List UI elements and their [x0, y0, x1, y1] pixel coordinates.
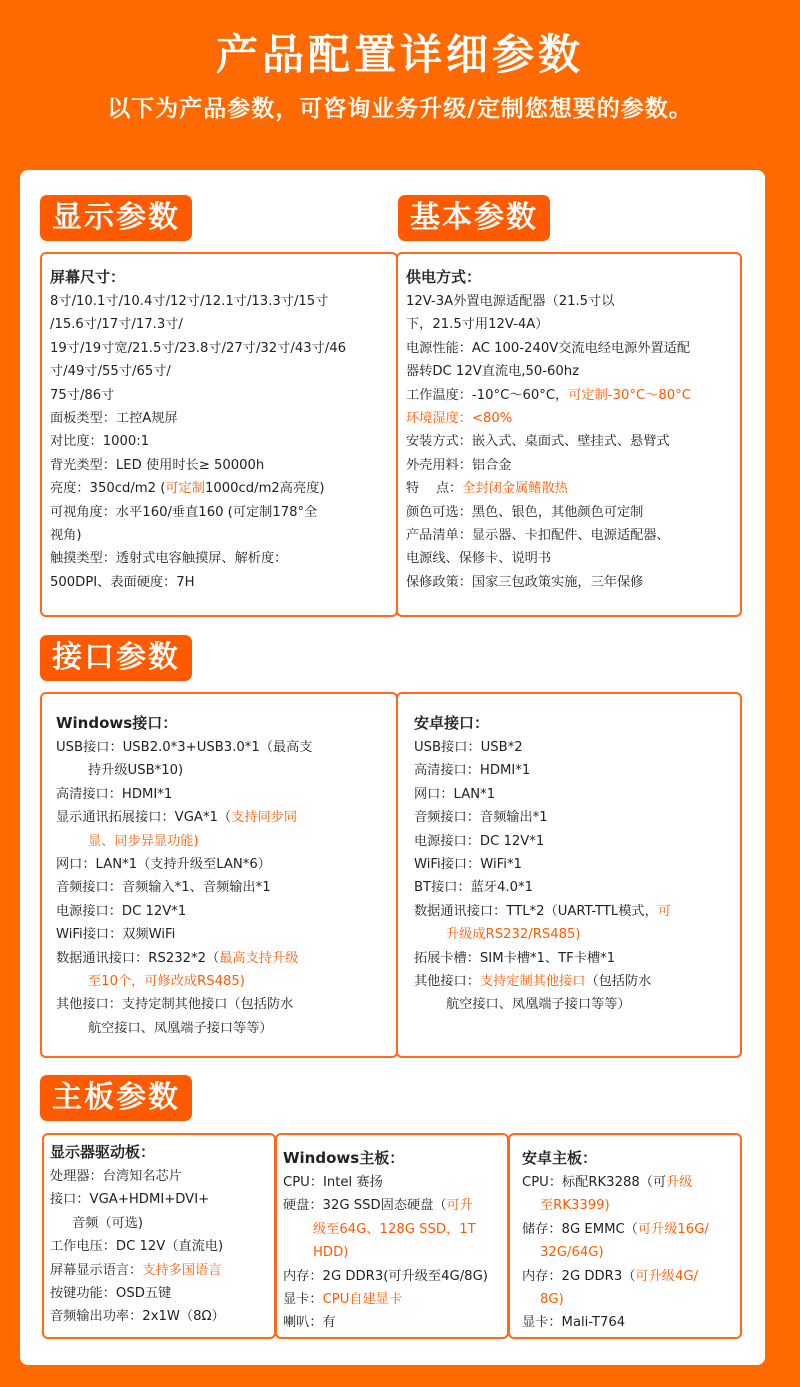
win-vga [56, 806, 388, 829]
language-label: 屏幕显示语言： [50, 1262, 143, 1278]
viewing-angle-1: 可视角度：水平160/垂直160 (可定制178°全 [50, 504, 318, 520]
win-wifi: WiFi接口：双频WiFi [56, 927, 176, 943]
and-other [414, 970, 732, 993]
package-list-2: 电源线、保修卡、说明书 [406, 551, 552, 567]
power-supply-1: 12V-3A外置电源适配器（21.5寸以 [406, 294, 615, 309]
andb-cpu-highlight: 升级 [666, 1175, 693, 1190]
brightness [50, 477, 388, 500]
power-supply-heading: 供电方式： [406, 268, 482, 286]
win-audio: 音频接口：音频输入*1、音频输出*1 [56, 880, 271, 896]
shell-material: 外壳用料：铝合金 [406, 457, 512, 473]
power-performance-1: 电源性能：AC 100-240V交流电经电源外置适配 [406, 340, 691, 356]
basic-section-tag: 基本参数 [398, 195, 550, 241]
size-line-4: 寸/49寸/55寸/65寸/ [50, 364, 171, 380]
data-port-highlight: 可 [657, 903, 671, 919]
android-ports-heading: 安卓接口： [414, 714, 490, 732]
andb-ram [522, 1265, 734, 1288]
data-port-text: 数据通讯接口：TTL*2（UART-TTL模式， [414, 903, 658, 919]
win-power: 电源接口：DC 12V*1 [56, 903, 187, 919]
vga-highlight: 支持同步同 [231, 810, 298, 826]
board-section-tag: 主板参数 [40, 1075, 192, 1121]
andb-cpu [522, 1171, 734, 1194]
and-bt: BT接口：蓝牙4.0*1 [414, 880, 533, 896]
andb-ram-text: 内存：2G DDR3（ [522, 1268, 636, 1284]
temperature-text: 工作温度：-10°C～60°C， [406, 387, 569, 403]
gpu-highlight: CPU自建显卡 [322, 1292, 403, 1308]
and-lan: 网口：LAN*1 [414, 786, 496, 802]
backlight-type: 背光类型：LED 使用时长≥ 50000h [50, 457, 265, 473]
vga-text: 显示通讯拓展接口：VGA*1（ [56, 810, 232, 826]
winb-speaker: 喇叭：有 [283, 1315, 336, 1331]
driver-language [50, 1259, 268, 1282]
touch-type-1: 触摸类型：透射式电容触摸屏、解析度： [50, 551, 288, 567]
spec-card [20, 170, 765, 1365]
driver-board-heading: 显示器驱动板： [50, 1143, 156, 1161]
humidity: 环境湿度：<80% [406, 411, 513, 427]
windows-ports-box [40, 692, 398, 1058]
android-board-box [508, 1133, 742, 1339]
andb-gpu: 显卡：Mali-T764 [522, 1315, 626, 1331]
power-performance-2: 器转DC 12V直流电,50-60hz [406, 364, 580, 380]
other-port-text: （包括防水 [585, 974, 652, 990]
size-line-1: 8寸/10.1寸/10.4寸/12寸/12.1寸/13.3寸/15寸 [50, 294, 329, 309]
and-other-2: 航空接口、凤凰端子接口等等） [446, 997, 631, 1013]
viewing-angle-2: 视角) [50, 528, 82, 544]
win-rs232-2: 至10个，可修改成RS485) [88, 974, 245, 990]
and-power: 电源接口：DC 12V*1 [414, 833, 545, 849]
win-usb-1: USB接口：USB2.0*3+USB3.0*1（最高支 [56, 740, 313, 755]
andb-storage [522, 1218, 734, 1241]
and-wifi: WiFi接口：WiFi*1 [414, 857, 522, 873]
feature-highlight: 全封闭金属鳍散热 [462, 481, 568, 497]
color-options: 颜色可选：黑色、银色，其他颜色可定制 [406, 504, 644, 520]
temperature-highlight: 可定制-30°C～80°C [568, 387, 691, 403]
and-data-2: 升级成RS232/RS485) [446, 927, 581, 943]
size-line-2: /15.6寸/17寸/17.3寸/ [50, 317, 183, 333]
win-other-1: 其他接口：支持定制其他接口（包括防水 [56, 997, 294, 1013]
display-spec-box [40, 252, 398, 617]
contrast-ratio: 对比度：1000:1 [50, 434, 150, 450]
brightness-highlight: 可定制 [165, 481, 205, 497]
screen-size-heading: 屏幕尺寸： [50, 268, 126, 286]
driver-cpu: 处理器：台湾知名芯片 [50, 1169, 182, 1184]
android-ports-box [396, 692, 742, 1058]
ports-section-tag: 接口参数 [40, 635, 192, 681]
brightness-text: 亮度：350cd/m2 ( [50, 481, 166, 497]
display-section-tag: 显示参数 [40, 195, 192, 241]
driver-audio: 音频输出功率：2x1W（8Ω） [50, 1309, 225, 1325]
android-board-heading: 安卓主板： [522, 1149, 598, 1167]
panel-type: 面板类型：工控A规屏 [50, 411, 178, 427]
win-hdmi: 高清接口：HDMI*1 [56, 786, 173, 802]
disk-highlight: 可升 [446, 1198, 473, 1214]
and-slot: 拓展卡槽：SIM卡槽*1、TF卡槽*1 [414, 950, 616, 966]
winb-gpu [283, 1288, 501, 1311]
feature-label: 特 点： [406, 481, 463, 497]
win-lan: 网口：LAN*1（支持升级至LAN*6） [56, 857, 271, 873]
and-data [414, 900, 732, 923]
winb-disk-3: HDD) [313, 1245, 349, 1261]
other-port-label: 其他接口： [414, 974, 480, 990]
gpu-label: 显卡： [283, 1292, 323, 1308]
andb-cpu-2: 至RK3399) [540, 1198, 610, 1214]
win-rs232 [56, 947, 388, 970]
win-usb-2: 持升级USB*10) [88, 763, 184, 779]
and-usb: USB接口：USB*2 [414, 740, 523, 755]
windows-board-box [275, 1133, 509, 1339]
driver-port-2: 音频（可选) [72, 1215, 144, 1231]
winb-disk [283, 1194, 501, 1217]
page-title: 产品配置详细参数 [215, 30, 584, 79]
size-line-5: 75寸/86寸 [50, 387, 115, 403]
winb-cpu: CPU：Intel 赛扬 [283, 1175, 383, 1190]
storage-highlight: 可升级16G/ [637, 1221, 709, 1237]
feature [406, 477, 732, 500]
andb-ram-highlight: 可升级4G/ [635, 1268, 699, 1284]
and-hdmi: 高清接口：HDMI*1 [414, 763, 531, 779]
driver-board-box [42, 1133, 276, 1339]
page-subtitle: 以下为产品参数，可咨询业务升级/定制您想要的参数。 [107, 96, 693, 122]
driver-voltage: 工作电压：DC 12V（直流电) [50, 1239, 224, 1255]
brightness-text-2: 1000cd/m2高亮度) [204, 481, 325, 497]
disk-text: 硬盘：32G SSD固态硬盘（ [283, 1198, 447, 1214]
language-highlight: 支持多国语言 [142, 1262, 222, 1278]
basic-spec-box [396, 252, 742, 617]
install-method: 安装方式：嵌入式、桌面式、壁挂式、悬臂式 [406, 434, 670, 450]
driver-port-1: 接口：VGA+HDMI+DVI+ [50, 1192, 210, 1208]
rs232-text: 数据通讯接口：RS232*2（ [56, 950, 220, 966]
driver-keys: 按键功能：OSD五键 [50, 1286, 172, 1302]
other-port-highlight: 支持定制其他接口 [479, 974, 586, 990]
andb-storage-2: 32G/64G) [540, 1245, 604, 1261]
rs232-highlight: 最高支持升级 [219, 950, 299, 966]
win-vga-2: 显、同步异显功能) [88, 833, 199, 849]
size-line-3: 19寸/19寸宽/21.5寸/23.8寸/27寸/32寸/43寸/46 [50, 340, 347, 356]
windows-ports-heading: Windows接口： [56, 714, 178, 732]
windows-board-heading: Windows主板： [283, 1149, 405, 1167]
package-list-1: 产品清单：显示器、卡扣配件、电源适配器、 [406, 528, 670, 544]
warranty-policy: 保修政策：国家三包政策实施，三年保修 [406, 574, 644, 590]
power-supply-2: 下，21.5寸用12V-4A） [406, 317, 549, 333]
and-audio: 音频接口：音频输出*1 [414, 810, 548, 826]
working-temperature [406, 384, 732, 407]
andb-cpu-text: CPU：标配RK3288（可 [522, 1175, 667, 1190]
winb-ram: 内存：2G DDR3(可升级至4G/8G) [283, 1268, 488, 1284]
win-other-2: 航空接口、凤凰端子接口等等） [88, 1020, 273, 1036]
touch-type-2: 500DPI、表面硬度：7H [50, 574, 195, 590]
storage-text: 储存：8G EMMC（ [522, 1221, 638, 1237]
andb-ram-2: 8G) [540, 1292, 564, 1308]
winb-disk-2: 级至64G、128G SSD，1T [313, 1221, 476, 1237]
